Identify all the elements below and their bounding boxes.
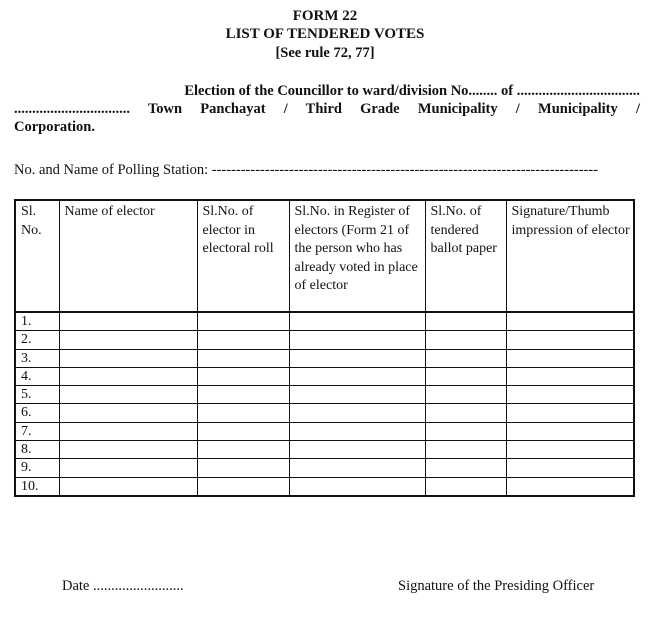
row-register-cell bbox=[289, 459, 425, 477]
row-ballot-cell bbox=[425, 331, 506, 349]
row-signature-cell bbox=[506, 367, 634, 385]
row-sl-no: 10. bbox=[15, 477, 59, 496]
row-sl-no: 8. bbox=[15, 441, 59, 459]
tendered-votes-table bbox=[14, 199, 635, 497]
row-ballot-cell bbox=[425, 459, 506, 477]
row-ballot-cell bbox=[425, 386, 506, 404]
row-roll-cell bbox=[197, 441, 289, 459]
row-signature-cell bbox=[506, 386, 634, 404]
row-name-cell bbox=[59, 441, 197, 459]
row-name-cell bbox=[59, 312, 197, 331]
table-row bbox=[15, 477, 634, 496]
date-label: Date ......................... bbox=[62, 578, 184, 594]
header-name-of-elector: Name of elector bbox=[59, 200, 197, 312]
election-line-3: Corporation. bbox=[14, 119, 95, 135]
presiding-officer-signature-label: Signature of the Presiding Officer bbox=[398, 578, 595, 594]
row-signature-cell bbox=[506, 349, 634, 367]
row-sl-no: 7. bbox=[15, 422, 59, 440]
row-sl-no: 6. bbox=[15, 404, 59, 422]
row-roll-cell bbox=[197, 367, 289, 385]
table-row bbox=[15, 367, 634, 385]
row-register-cell bbox=[289, 422, 425, 440]
rule-reference: [See rule 72, 77] bbox=[275, 45, 375, 61]
row-sl-no: 5. bbox=[15, 386, 59, 404]
row-register-cell bbox=[289, 386, 425, 404]
row-sl-no: 2. bbox=[15, 331, 59, 349]
row-roll-cell bbox=[197, 404, 289, 422]
row-ballot-cell bbox=[425, 477, 506, 496]
row-register-cell bbox=[289, 331, 425, 349]
row-name-cell bbox=[59, 422, 197, 440]
header-signature-thumb: Signature/Thumb impression of elector bbox=[506, 200, 634, 312]
table-row bbox=[15, 441, 634, 459]
row-roll-cell bbox=[197, 422, 289, 440]
row-register-cell bbox=[289, 312, 425, 331]
row-sl-no: 9. bbox=[15, 459, 59, 477]
row-signature-cell bbox=[506, 441, 634, 459]
row-name-cell bbox=[59, 386, 197, 404]
table-row bbox=[15, 404, 634, 422]
row-ballot-cell bbox=[425, 441, 506, 459]
row-name-cell bbox=[59, 404, 197, 422]
row-signature-cell bbox=[506, 312, 634, 331]
table-row bbox=[15, 459, 634, 477]
row-name-cell bbox=[59, 349, 197, 367]
row-signature-cell bbox=[506, 477, 634, 496]
row-signature-cell bbox=[506, 331, 634, 349]
row-roll-cell bbox=[197, 312, 289, 331]
table-header-row bbox=[15, 200, 634, 312]
form-title: LIST OF TENDERED VOTES bbox=[225, 26, 425, 42]
row-roll-cell bbox=[197, 386, 289, 404]
row-register-cell bbox=[289, 367, 425, 385]
row-signature-cell bbox=[506, 404, 634, 422]
row-roll-cell bbox=[197, 477, 289, 496]
table-row bbox=[15, 422, 634, 440]
header-ballot-paper-no: Sl.No. of tendered ballot paper bbox=[425, 200, 506, 312]
row-name-cell bbox=[59, 459, 197, 477]
row-ballot-cell bbox=[425, 422, 506, 440]
row-sl-no: 1. bbox=[15, 312, 59, 331]
row-name-cell bbox=[59, 367, 197, 385]
row-sl-no: 3. bbox=[15, 349, 59, 367]
row-roll-cell bbox=[197, 349, 289, 367]
row-register-cell bbox=[289, 349, 425, 367]
row-name-cell bbox=[59, 477, 197, 496]
form-number: FORM 22 bbox=[292, 8, 358, 24]
row-ballot-cell bbox=[425, 404, 506, 422]
header-electoral-roll-no: Sl.No. of elector in electoral roll bbox=[197, 200, 289, 312]
election-line-1: Election of the Councillor to ward/division No........ of .................................. bbox=[184, 83, 640, 99]
table-row bbox=[15, 331, 634, 349]
table-row bbox=[15, 349, 634, 367]
row-ballot-cell bbox=[425, 312, 506, 331]
row-signature-cell bbox=[506, 459, 634, 477]
table-row bbox=[15, 386, 634, 404]
row-ballot-cell bbox=[425, 349, 506, 367]
table-row bbox=[15, 312, 634, 331]
row-register-cell bbox=[289, 477, 425, 496]
row-name-cell bbox=[59, 331, 197, 349]
row-register-cell bbox=[289, 441, 425, 459]
row-roll-cell bbox=[197, 459, 289, 477]
election-line-2: ................................ Town Panchayat / Third Grade Municipality / Municipality / bbox=[14, 101, 640, 117]
header-register-no: Sl.No. in Register of electors (Form 21 of the person who has already voted in place of elector bbox=[289, 200, 425, 312]
row-register-cell bbox=[289, 404, 425, 422]
row-signature-cell bbox=[506, 422, 634, 440]
row-roll-cell bbox=[197, 331, 289, 349]
row-ballot-cell bbox=[425, 367, 506, 385]
row-sl-no: 4. bbox=[15, 367, 59, 385]
header-sl-no: Sl. No. bbox=[15, 200, 59, 312]
polling-station-label: No. and Name of Polling Station: -------------------------------------------------------------------------------- bbox=[14, 162, 599, 178]
